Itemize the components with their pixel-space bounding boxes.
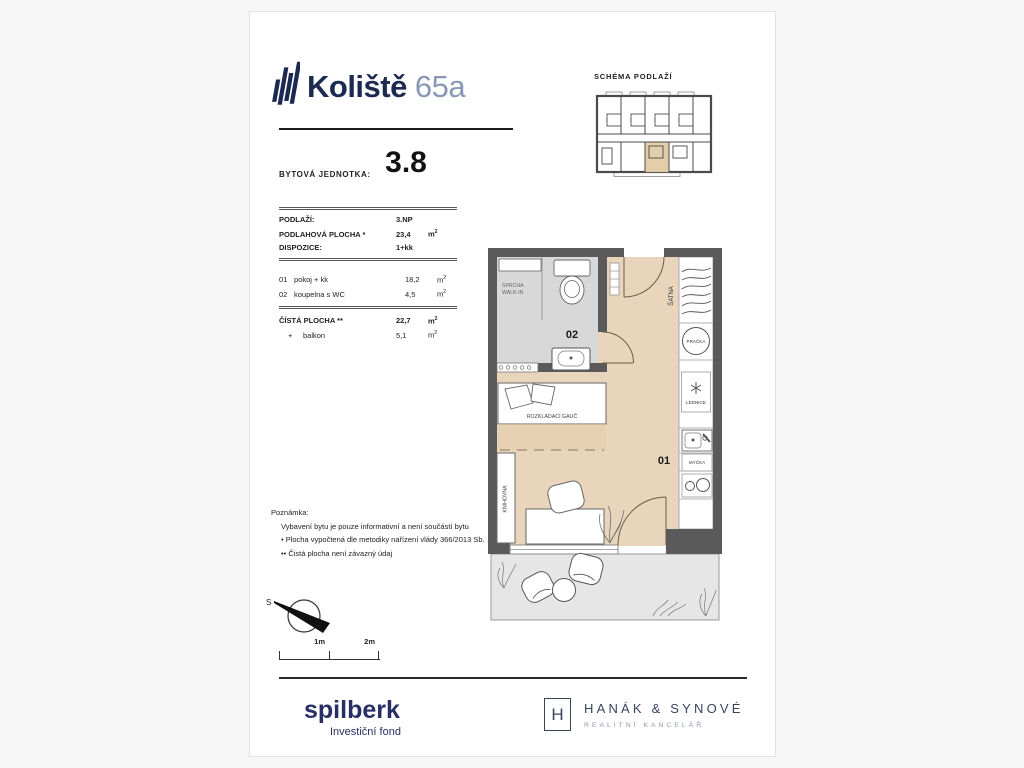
room2-number: 02 bbox=[565, 329, 579, 341]
brand-logo-icon bbox=[272, 58, 300, 116]
floorplan-sheet bbox=[249, 11, 776, 757]
svg-text:ROZKLÁDACÍ GAUČ: ROZKLÁDACÍ GAUČ bbox=[526, 414, 578, 420]
brand-logo bbox=[272, 58, 465, 116]
scale-tick bbox=[329, 651, 330, 660]
scale-label-2m: 2m bbox=[364, 637, 375, 646]
schema-title: SCHÉMA PODLAŽÍ bbox=[594, 72, 673, 81]
info-row-area: PODLAHOVÁ PLOCHA * 23,4 $m^2$ bbox=[279, 229, 438, 239]
rooms-section bbox=[279, 272, 457, 306]
svg-text:LEDNICE: LEDNICE bbox=[686, 400, 706, 405]
room1-number: 01 bbox=[657, 455, 671, 467]
bath-shelf bbox=[499, 259, 541, 271]
room-row: 01 pokoj + kk 18,2 $m^2$ bbox=[279, 274, 447, 284]
balcony-row: + balkon 5,1 $m^2$ bbox=[288, 330, 438, 340]
notes-line: •• Čistá plocha není závazný údaj bbox=[281, 548, 393, 558]
floorplan bbox=[488, 248, 722, 622]
scale-tick bbox=[378, 651, 379, 660]
wardrobe-label: ŠATNA bbox=[669, 286, 675, 306]
brand-suffix: 65a bbox=[414, 69, 466, 104]
desk bbox=[526, 509, 604, 544]
unit-info-table bbox=[279, 207, 457, 342]
notes-title: Poznámka: bbox=[271, 508, 309, 517]
floor-schema bbox=[594, 84, 716, 184]
spilberk-tagline: Investiční fond bbox=[330, 726, 401, 738]
footer-divider bbox=[279, 677, 747, 679]
header-divider bbox=[279, 128, 513, 130]
scale-bar bbox=[279, 636, 380, 660]
kitchen-sink bbox=[682, 430, 712, 451]
svg-text:PRAČKA: PRAČKA bbox=[686, 339, 706, 344]
bookcase bbox=[497, 453, 515, 543]
notes bbox=[271, 506, 485, 560]
sofa-bed bbox=[498, 383, 606, 450]
svg-text:MYČKA: MYČKA bbox=[688, 460, 706, 465]
fridge bbox=[682, 372, 711, 412]
shower-label: SPRCHA bbox=[502, 283, 524, 289]
washing-machine bbox=[683, 328, 710, 355]
totals-section bbox=[279, 306, 457, 342]
unit-number: 3.8 bbox=[385, 146, 427, 179]
info-row-floor: PODLAŽÍ: 3.NP bbox=[279, 215, 413, 224]
brand-name: Koliště bbox=[307, 69, 407, 104]
room-row: 02 koupelna s WC 4,5 $m^2$ bbox=[279, 289, 447, 299]
info-section bbox=[279, 207, 457, 261]
hanak-tagline: REALITNÍ KANCELÁŘ bbox=[584, 722, 705, 729]
spilberk-logo bbox=[304, 696, 401, 738]
brand-title bbox=[307, 69, 465, 105]
net-area-row: ČÍSTÁ PLOCHA ** 22,7 $m^2$ bbox=[279, 315, 438, 325]
spilberk-name: spilberk bbox=[304, 696, 400, 724]
hanak-logo bbox=[544, 698, 744, 731]
window bbox=[510, 545, 618, 554]
notes-line: Vybavení bytu je pouze informativní a není součástí bytu bbox=[281, 521, 469, 531]
bathroom-sink bbox=[552, 348, 590, 370]
hanak-monogram: H bbox=[544, 698, 571, 731]
towel-radiator bbox=[497, 363, 538, 372]
shower-label2: WALK-IN bbox=[502, 290, 524, 296]
cooktop bbox=[682, 474, 712, 497]
compass-north-label: S bbox=[266, 598, 272, 607]
hanak-name: HANÁK & SYNOVÉ bbox=[584, 701, 744, 716]
svg-text:KNIHOVNA: KNIHOVNA bbox=[502, 485, 509, 513]
info-row-layout: DISPOZICE: 1+kk bbox=[279, 242, 413, 252]
scale-label-1m: 1m bbox=[314, 637, 325, 646]
balcony-table bbox=[553, 579, 576, 602]
unit-label: BYTOVÁ JEDNOTKA: bbox=[279, 170, 371, 179]
dishwasher bbox=[682, 454, 712, 471]
entry-radiator bbox=[610, 263, 619, 295]
notes-line: • Plocha vypočtená dle metodiky nařízení vlády 366/2013 Sb. bbox=[281, 535, 485, 544]
scale-tick bbox=[279, 651, 280, 660]
